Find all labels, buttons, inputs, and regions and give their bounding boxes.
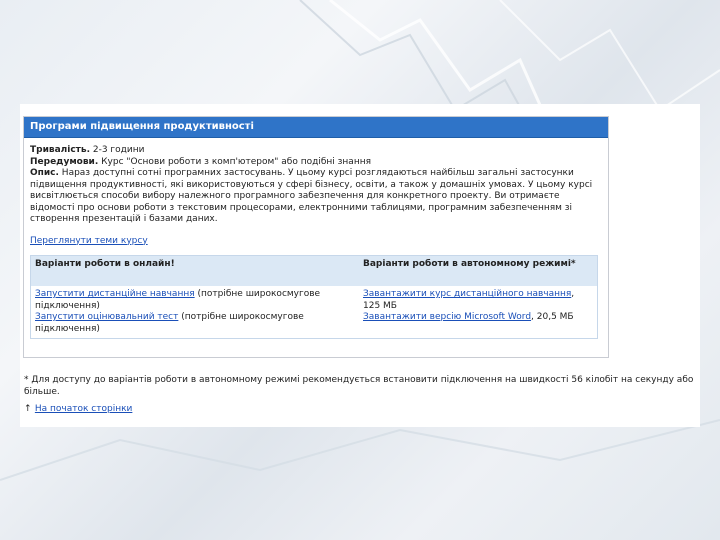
- course-body: [24, 138, 608, 339]
- online-column-header: Варіанти роботи в онлайн!: [31, 256, 360, 287]
- online-cell: [31, 286, 360, 339]
- course-title: Програми підвищення продуктивності: [24, 117, 608, 138]
- course-card: [23, 116, 609, 358]
- launch-assessment-link[interactable]: Запустити оцінювальний тест: [35, 312, 179, 322]
- description-value: Нараз доступні сотні програмних застосувань. У цьому курсі розглядаються найбільш загальні застосунки підвищення продуктивності, які використовуються у сфері бізнесу, освіти, а також у домашніх умовах. У цьому курсі висвітлюється способи вибору належного програмного забезпечення для конкретного проекту. Ви отримаєте відомості про основи роботи з текстовим процесорами, електронними таблицями, програмним забезпеченням зі створення презентацій і базами даних.: [30, 168, 593, 224]
- duration-label: Тривалість.: [30, 145, 90, 155]
- work-modes-table: [30, 255, 598, 339]
- offline-cell: [359, 286, 598, 339]
- download-word-version-link[interactable]: Завантажити версію Microsoft Word: [363, 312, 532, 322]
- duration-value: 2-3 години: [90, 145, 145, 155]
- offline-option: [363, 289, 593, 312]
- back-to-top-row: [24, 404, 132, 414]
- table-row: [31, 286, 598, 339]
- offline-option-note: , 125 МБ: [363, 289, 575, 311]
- online-option-note: (потрібне широкосмугове підключення): [35, 289, 321, 311]
- content-panel: [20, 104, 700, 427]
- bandwidth-footnote: * Для доступу до варіантів роботи в автономному режимі рекомендується встановити підключення на швидкості 56 кілобіт на секунду або більше.: [24, 375, 694, 397]
- review-topics-row: [30, 236, 600, 248]
- review-topics-link[interactable]: Переглянути теми курсу: [30, 235, 148, 246]
- prerequisites-value: Курс "Основи роботи з комп'ютером" або подібні знання: [98, 156, 371, 167]
- offline-option: [363, 312, 593, 324]
- prerequisites-line: [30, 157, 600, 169]
- online-option-note: (потрібне широкосмугове підключення): [35, 312, 304, 334]
- offline-option-note: , 20,5 МБ: [531, 312, 574, 322]
- up-arrow-icon: ↑: [24, 404, 32, 414]
- launch-distance-learning-link[interactable]: Запустити дистанційне навчання: [35, 289, 195, 299]
- description-line: [30, 168, 596, 226]
- description-label: Опис.: [30, 168, 59, 178]
- online-option: [35, 312, 355, 335]
- back-to-top-link[interactable]: На початок сторінки: [34, 404, 133, 414]
- download-course-link[interactable]: Завантажити курс дистанційного навчання: [363, 289, 572, 299]
- duration-line: [30, 145, 600, 157]
- offline-column-header: Варіанти роботи в автономному режимі*: [359, 256, 598, 287]
- online-option: [35, 289, 355, 312]
- prerequisites-label: Передумови.: [30, 156, 99, 167]
